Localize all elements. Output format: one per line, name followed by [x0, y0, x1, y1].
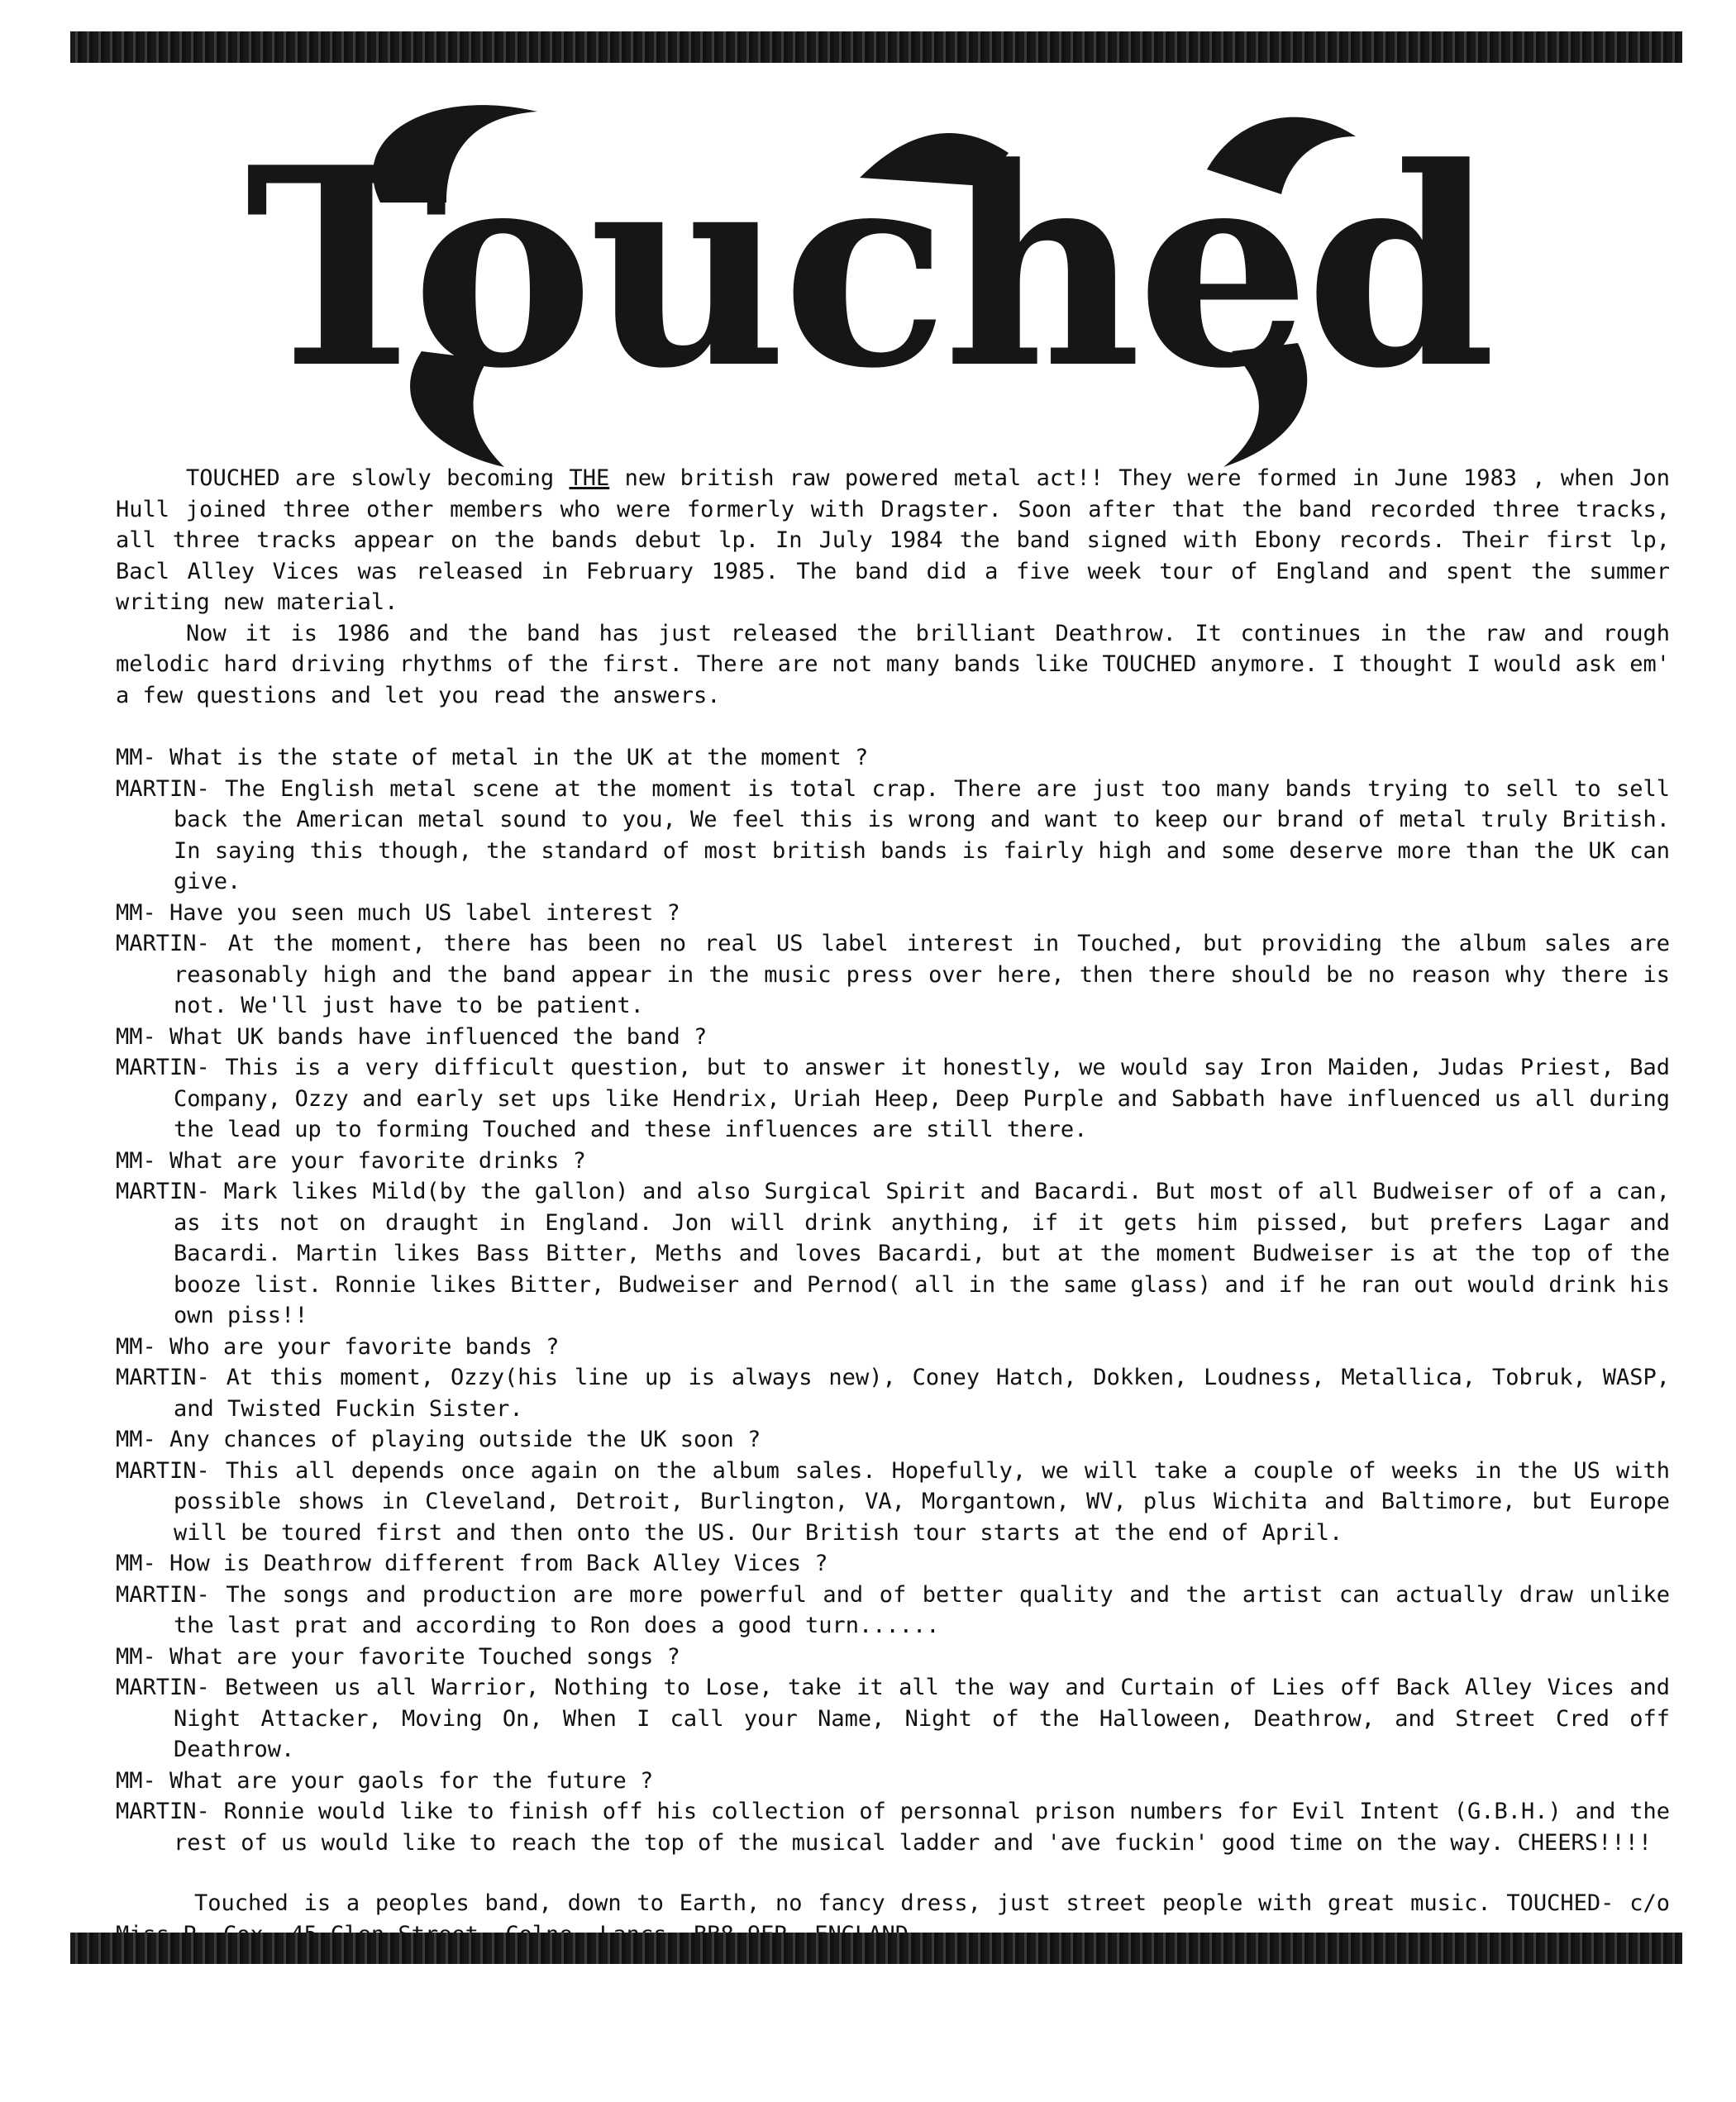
interview-answer: MARTIN- The songs and production are more powerful and of better quality and the artist can actually draw unlike the last prat and according to Ron does a good turn...... — [116, 1581, 1670, 1638]
interview-answer: MARTIN- At the moment, there has been no real US label interest in Touched, but providing the album sales are reasonably high and the band appear in the music press over here, then there should be no reason why there is not. We'll just have to be patient. — [116, 931, 1670, 1018]
interview-answer: MARTIN- This is a very difficult question, but to answer it honestly, we would say Iron Maiden, Judas Priest, Bad Company, Ozzy and early set ups like Hendrix, Uriah Heep, Deep Purple and Sabbath have influenced us all during the lead up to forming Touched and these influences are still there. — [116, 1055, 1670, 1142]
interview-question: MM- What is the state of metal in the UK at the moment ? — [116, 745, 869, 770]
interview-question: MM- What are your gaols for the future ? — [116, 1767, 654, 1794]
interview-question: MM- What are your favorite Touched songs ? — [116, 1643, 680, 1670]
interview-answer: MARTIN- At this moment, Ozzy(his line up is always new), Coney Hatch, Dokken, Loudness, Metallica, Tobruk, WASP, and Twisted Fuckin Sister. — [116, 1365, 1670, 1422]
article-body — [116, 463, 1670, 1950]
interview-question: MM- How is Deathrow different from Back Alley Vices ? — [116, 1551, 828, 1576]
interview-question: MM- Any chances of playing outside the UK soon ? — [116, 1427, 761, 1452]
interview-answer: MARTIN- Mark likes Mild(by the gallon) and also Surgical Spirit and Bacardi. But most of all Budweiser of of a can, as its not on draught in England. Jon will drink anything, if it gets him pissed, but prefers Lagar and Bacardi. Martin likes Bass Bitter, Meths and loves Bacardi, but at the moment Budweiser is at the top of the booze list. Ronnie likes Bitter, Budweiser and Pernod( all in the same glass) and if he ran out would drink his own piss!! — [116, 1179, 1670, 1328]
interview-answer: MARTIN- This all depends once again on the album sales. Hopefully, we will take a couple of weeks in the US with possible shows in Cleveland, Detroit, Burlington, VA, Morgantown, WV, plus Wichita and Baltimore, but Europe will be toured first and then onto the US. Our British tour starts at the end of April. — [116, 1457, 1670, 1546]
intro-paragraph-2: Now it is 1986 and the band has just released the brilliant Deathrow. It continues in the raw and rough melodic hard driving rhythms of the first. There are not many bands like TOUCHED anymore. I thought I would ask em' a few questions and let you read the answers. — [116, 620, 1670, 708]
top-border-bar — [70, 31, 1682, 63]
interview-answer: MARTIN- Between us all Warrior, Nothing to Lose, take it all the way and Curtain of Lies off Back Alley Vices and Night Attacker, Moving On, When I call your Name, Night of the Halloween, Deathrow, and Street Cred off Deathrow. — [116, 1675, 1670, 1762]
band-logo — [245, 79, 1491, 467]
interview-answer: MARTIN- Ronnie would like to finish off his collection of personnal prison numbers for Evil Intent (G.B.H.) and the rest of us would like to reach the top of the musical ladder and 'ave fuckin' good time on the way. CHEERS!!!! — [116, 1799, 1670, 1856]
bottom-border-bar — [70, 1933, 1682, 1964]
closing-paragraph: Touched is a peoples band, down to Earth, no fancy dress, just street people with great music. TOUCHED- c/o — [194, 1890, 1670, 1916]
interview-question: MM- Have you seen much US label interest ? — [116, 899, 680, 926]
interview-question: MM- What UK bands have influenced the band ? — [116, 1023, 708, 1050]
interview-question: MM- What are your favorite drinks ? — [116, 1147, 586, 1174]
interview-answer: MARTIN- The English metal scene at the moment is total crap. There are just too many bands trying to sell to sell back the American metal sound to you, We feel this is wrong and want to keep our brand of metal truly British. In saying this though, the standard of most british bands is fairly high and some deserve more than the UK can give. — [116, 775, 1670, 894]
interview-section — [116, 742, 1670, 1858]
intro-text-start: TOUCHED are slowly becoming — [186, 465, 570, 491]
intro-emphasis: THE — [569, 465, 610, 491]
logo-wordmark: Touched — [245, 107, 1491, 428]
intro-text-end: new british raw powered metal act!! They were formed in June 1983 , when Jon Hull joined three other members who were formerly with Dragster. Soon after that the band recorded three tracks, all three tracks appear on the bands debut lp. In July 1984 the band signed with Ebony records. Their first lp, Bacl Alley Vices was released in February 1985. The band did a five week tour of England and spent the summer writing new material. — [116, 465, 1670, 615]
intro-paragraph-1 — [116, 463, 1670, 618]
interview-question: MM- Who are your favorite bands ? — [116, 1333, 560, 1360]
